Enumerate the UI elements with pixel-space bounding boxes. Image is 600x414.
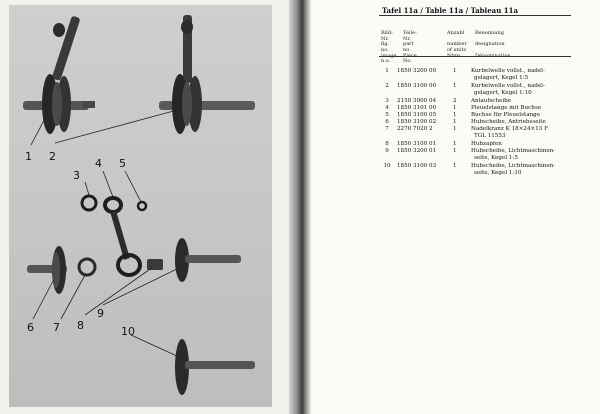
left-page	[0, 0, 289, 414]
leader-lines	[31, 107, 181, 357]
crankshaft-assembly-2	[159, 15, 255, 134]
connecting-rod-bushing	[138, 202, 146, 210]
book-gutter	[289, 0, 311, 414]
connecting-rod	[105, 198, 140, 275]
callout-6: 6	[27, 321, 34, 334]
crank-web-taper-1-10	[175, 339, 255, 395]
header-quantity: Anzahl number of units	[447, 30, 467, 53]
crankshaft-assembly-1	[23, 15, 95, 134]
table-title: Tafel 11a / Table 11a / Tableau 11a	[382, 6, 518, 15]
header-part-no: Teile- Nr. part no. No.	[403, 30, 417, 65]
needle-cage	[79, 259, 95, 275]
callout-8: 8	[77, 319, 84, 332]
parts-photograph	[9, 5, 272, 407]
callout-3: 3	[73, 169, 80, 182]
header-designation: Benennung designation	[475, 30, 505, 48]
callout-5: 5	[119, 157, 126, 170]
thrust-washer	[82, 196, 96, 210]
callout-10: 10	[121, 325, 135, 338]
header-image-no: Bild- Nr. fig. no. n.o.	[381, 30, 393, 65]
crank-web-drive-side	[27, 246, 67, 294]
crankshaft-exploded-view	[9, 5, 272, 407]
callout-7: 7	[53, 321, 60, 334]
crank-web-magneto-side	[175, 238, 241, 282]
callout-9: 9	[97, 307, 104, 320]
callout-4: 4	[95, 157, 102, 170]
callout-2: 2	[49, 150, 56, 163]
right-page: Tafel 11a / Table 11a / Tableau 11a Bild- Nr. fig. no. n.o. Teile- Nr. part no. No. Anzahl number of units Benennung designation 1 1850 3200 00 1 Kurbelwelle vollst., nadel- gelagert, Kegel 1:5 2 1850 3100 00 1 Kurbelwelle vollst., nadel- gelagert, Kegel 1:10 3 2150 3000 04 2 Anlaufscheibe 4 1850 3101 00 1 Pleuelstange mit Buchse 5 1850 3100 05 1 Buchse für Pleuelstange 6 1850 3100 02 1 Hubscheibe, Antriebsseite 7 2270 7020 2 1 Nadelkranz K 18×24×13 F TGL 11553 8 1850 3100 01 1 Hubzapfen 9 1850 3200 01 1 Hubscheibe, Lichtmaschinen- seite, Kegel 1:5 10 1850 3100 03 1 Hubscheibe, Lichtmaschinen- seite, Kegel 1:10	[311, 0, 600, 414]
callout-1: 1	[25, 150, 32, 163]
crank-pin	[147, 259, 163, 270]
title-rule	[379, 15, 571, 16]
header-rule	[379, 56, 571, 57]
